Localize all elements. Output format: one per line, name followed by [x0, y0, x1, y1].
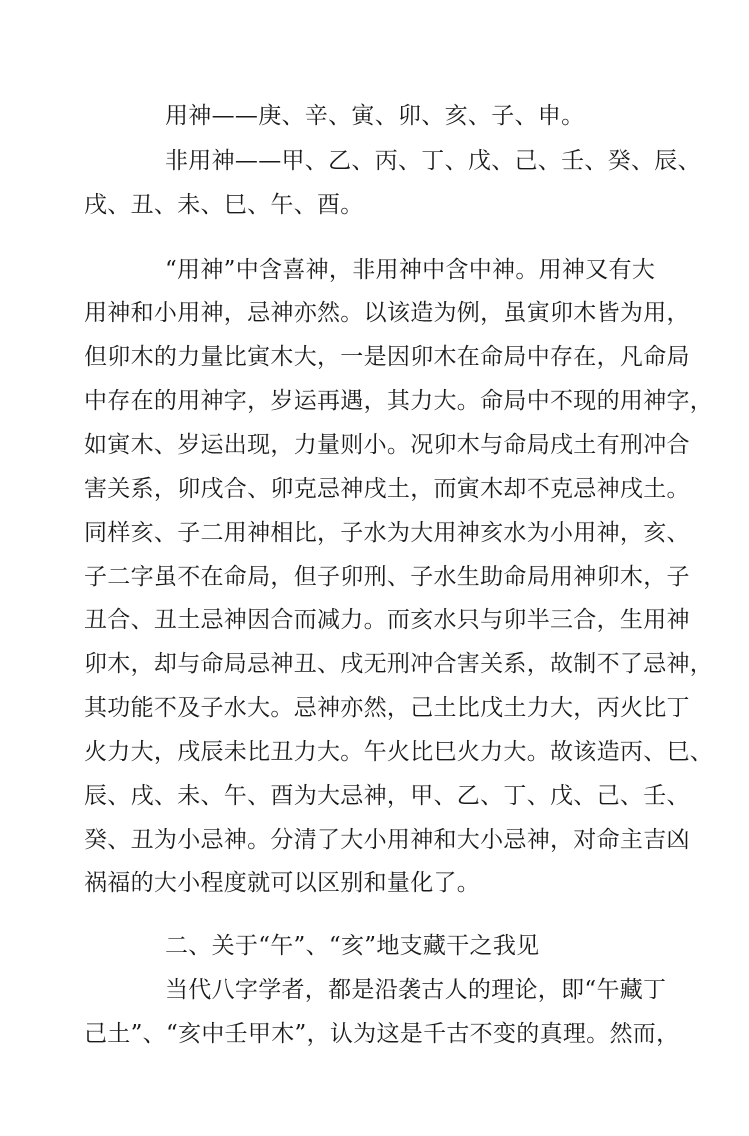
- text-line: 如寅木、岁运出现，力量则小。况卯木与命局戌土有刑冲合: [84, 432, 690, 458]
- text-line: 中存在的用神字，岁运再遇，其力大。命局中不现的用神字，: [84, 388, 714, 414]
- text-line: 辰、戌、未、午、酉为大忌神，甲、乙、丁、戊、己、壬、: [84, 783, 690, 809]
- text-line: 己土”、“亥中壬甲木”，认为这是千古不变的真理。然而，: [84, 1021, 680, 1047]
- section-heading: 二、关于“午”、“亥”地支藏干之我见: [165, 933, 540, 959]
- text-line: 非用神——甲、乙、丙、丁、戊、己、壬、癸、辰、: [165, 148, 701, 174]
- text-line: 戌、丑、未、巳、午、酉。: [84, 192, 364, 218]
- text-line: 同样亥、子二用神相比，子水为大用神亥水为小用神，亥、: [84, 520, 690, 546]
- text-line: 祸福的大小程度就可以区别和量化了。: [84, 870, 481, 896]
- text-line: 子二字虽不在命局，但子卯刑、子水生助命局用神卯木，子: [84, 564, 690, 590]
- text-line: 用神和小用神，忌神亦然。以该造为例，虽寅卯木皆为用，: [84, 300, 690, 326]
- text-line: 当代八字学者，都是沿袭古人的理论，即“午藏丁: [165, 977, 667, 1003]
- text-line: 害关系，卯戌合、卯克忌神戌土，而寅木却不克忌神戌土。: [84, 476, 690, 502]
- text-line: 其功能不及子水大。忌神亦然，己土比戊土力大，丙火比丁: [84, 695, 690, 721]
- text-line: 卯木，却与命局忌神丑、戌无刑冲合害关系，故制不了忌神，: [84, 651, 714, 677]
- text-line: 癸、丑为小忌神。分清了大小用神和大小忌神，对命主吉凶: [84, 827, 690, 853]
- text-line: 用神——庚、辛、寅、卯、亥、子、申。: [165, 103, 585, 129]
- text-line: “用神”中含喜神，非用神中含中神。用神又有大: [165, 257, 656, 283]
- text-line: 但卯木的力量比寅木大，一是因卯木在命局中存在，凡命局: [84, 344, 690, 370]
- text-line: 丑合、丑土忌神因合而减力。而亥水只与卯半三合，生用神: [84, 607, 690, 633]
- text-line: 火力大，戌辰未比丑力大。午火比巳火力大。故该造丙、巳、: [84, 739, 714, 765]
